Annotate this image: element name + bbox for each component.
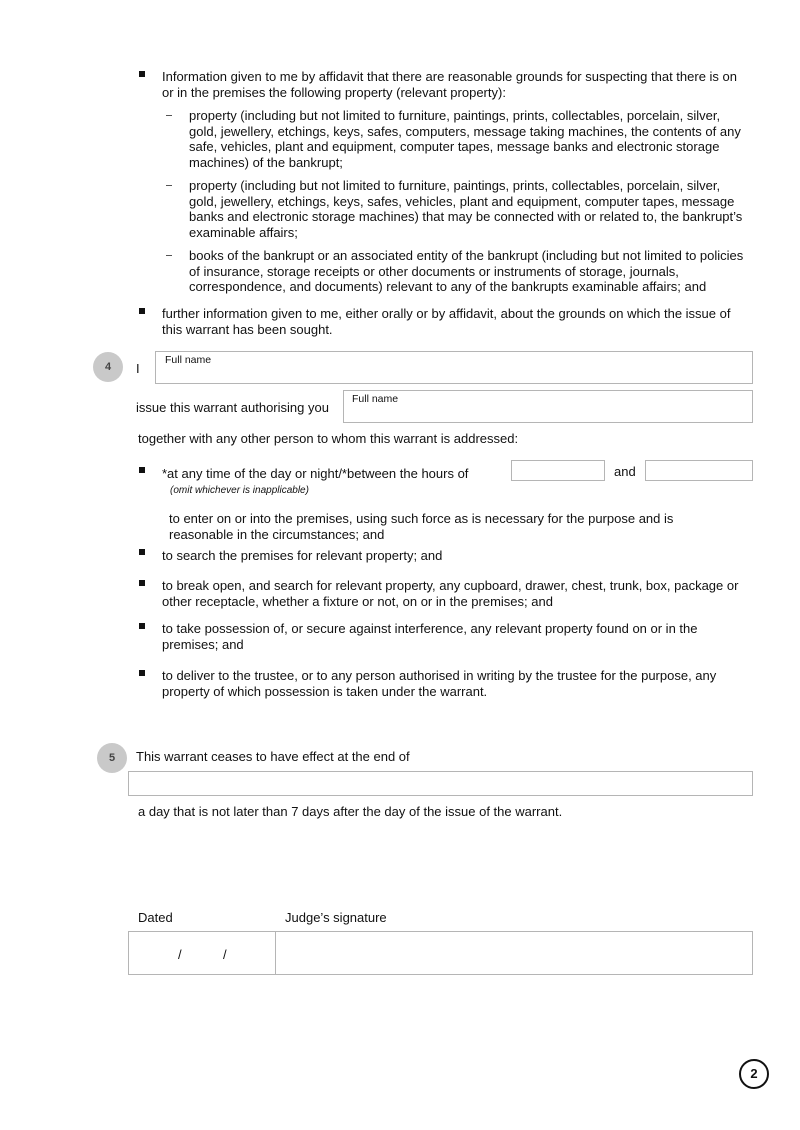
issue-warrant-text: issue this warrant authorising you bbox=[136, 400, 329, 415]
omit-note: (omit whichever is inapplicable) bbox=[170, 485, 309, 496]
time-option-text: *at any time of the day or night/*between the hours of bbox=[162, 466, 469, 481]
and-label: and bbox=[614, 464, 636, 479]
bullet-marker bbox=[139, 308, 145, 314]
judge-signature-field[interactable] bbox=[275, 931, 753, 975]
sub-item-property-bankrupt: property (including but not limited to furniture, paintings, prints, collectables, porcelain, silver, gold, jewellery, etchings, keys, safes, computers, message taking machines, the contents of any safe, vehicles, plant and equipment, computer tapes, message banks and electronic storage machines) of the bankrupt; bbox=[189, 108, 741, 170]
date-slash: / bbox=[223, 947, 227, 962]
dash-marker bbox=[166, 255, 172, 256]
day-limit-text: a day that is not later than 7 days after the day of the issue of the warrant. bbox=[138, 804, 563, 819]
bullet-marker bbox=[139, 580, 145, 586]
bullet-marker bbox=[139, 670, 145, 676]
enter-premises-text: to enter on or into the premises, using such force as is necessary for the purpose and is reasonable in the circumstances; and bbox=[169, 511, 674, 542]
full-name-field-judge[interactable] bbox=[155, 351, 753, 384]
search-premises-text: to search the premises for relevant property; and bbox=[162, 548, 443, 563]
section-number-badge: 5 bbox=[97, 743, 127, 773]
dated-field[interactable] bbox=[128, 931, 276, 975]
sub-item-books: books of the bankrupt or an associated entity of the bankrupt (including but not limited to policies of insurance, storage receipts or other documents or instruments of storage, journals, correspondence, and documents) relevant to any of the bankrupts examinable affairs; and bbox=[189, 248, 744, 294]
full-name-label: Full name bbox=[165, 354, 212, 366]
bullet-marker bbox=[139, 549, 145, 555]
bullet-marker bbox=[139, 623, 145, 629]
hours-from-field[interactable] bbox=[511, 460, 605, 481]
together-text: together with any other person to whom this warrant is addressed: bbox=[138, 431, 519, 446]
break-open-text: to break open, and search for relevant property, any cupboard, drawer, chest, trunk, box, package or other receptacle, whether a fixture or not, on or in the premises; and bbox=[162, 578, 739, 609]
sub-item-property-related: property (including but not limited to furniture, paintings, prints, collectables, porcelain, silver, gold, jewellery, etchings, keys, safes, vehicles, plant and equipment, computer tapes, message banks and electronic storage machines) that may be connected with or related to, the bankrupt’s examinable affairs; bbox=[189, 178, 743, 240]
bullet-affidavit-info: Information given to me by affidavit that there are reasonable grounds for suspecting that there is on or in the premises the following property (relevant property): bbox=[162, 69, 737, 100]
ceases-effect-text: This warrant ceases to have effect at the end of bbox=[136, 749, 410, 764]
deliver-trustee-text: to deliver to the trustee, or to any person authorised in writing by the trustee for the purpose, any property of which possession is taken under the warrant. bbox=[162, 668, 717, 699]
hours-to-field[interactable] bbox=[645, 460, 753, 481]
bullet-marker bbox=[139, 71, 145, 77]
date-slash: / bbox=[178, 947, 182, 962]
section-number-badge: 4 bbox=[93, 352, 123, 382]
bullet-further-info: further information given to me, either orally or by affidavit, about the grounds on which the issue of this warrant has been sought. bbox=[162, 306, 731, 337]
judge-signature-label: Judge’s signature bbox=[285, 910, 387, 925]
i-label: I bbox=[136, 361, 140, 376]
dash-marker bbox=[166, 185, 172, 186]
bullet-marker bbox=[139, 467, 145, 473]
expiry-date-field[interactable] bbox=[128, 771, 753, 796]
dash-marker bbox=[166, 115, 172, 116]
take-possession-text: to take possession of, or secure against interference, any relevant property found on or in the premises; and bbox=[162, 621, 698, 652]
page-number: 2 bbox=[739, 1059, 769, 1089]
dated-label: Dated bbox=[138, 910, 173, 925]
full-name-field-authorised[interactable] bbox=[343, 390, 753, 423]
full-name-label: Full name bbox=[352, 393, 399, 405]
